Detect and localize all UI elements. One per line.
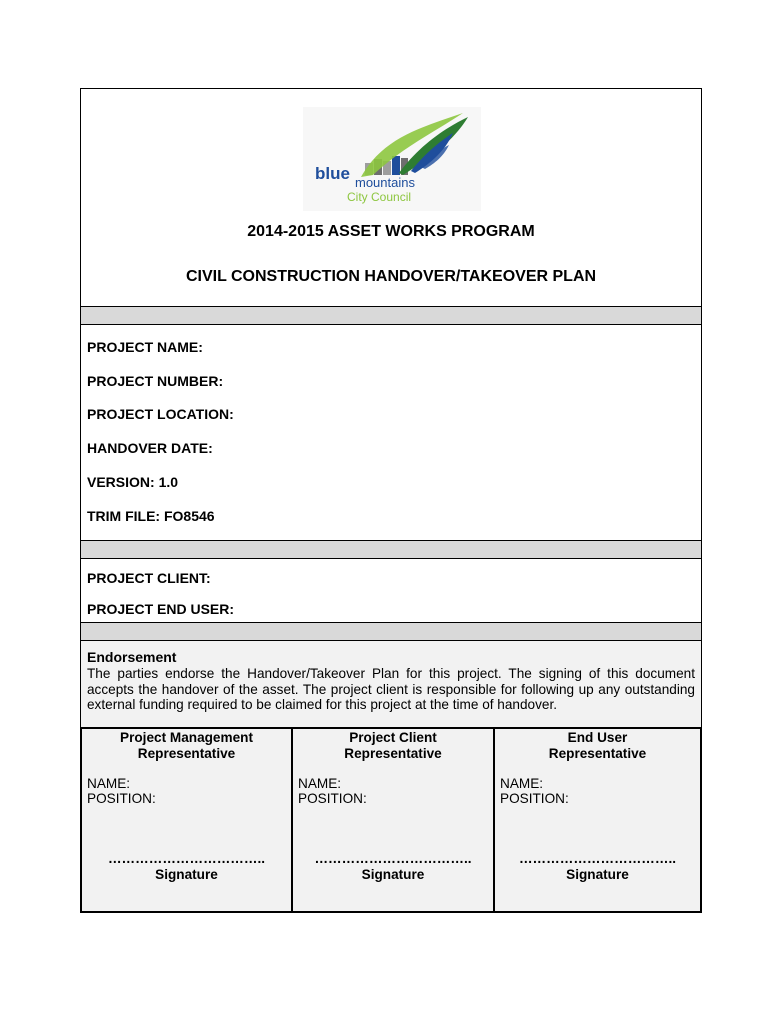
signature-column-header bbox=[82, 730, 291, 761]
signature-column-end-user bbox=[493, 729, 700, 911]
project-location-label: PROJECT LOCATION: bbox=[87, 406, 234, 422]
endorsement-section bbox=[81, 641, 701, 729]
position-label: POSITION: bbox=[298, 791, 367, 806]
header-line-1: End User bbox=[567, 730, 628, 745]
blue-mountains-logo bbox=[303, 107, 481, 211]
name-label: NAME: bbox=[500, 776, 544, 791]
signature-column-header bbox=[293, 730, 493, 761]
endorsement-title: Endorsement bbox=[87, 649, 177, 665]
section-divider bbox=[81, 307, 701, 325]
signature-table bbox=[80, 727, 702, 913]
signature-line: …………………………….. bbox=[518, 851, 677, 866]
name-label: NAME: bbox=[87, 776, 131, 791]
header-line-1: Project Management bbox=[120, 730, 253, 745]
signature-column-project-management bbox=[82, 729, 291, 911]
logo-text-blue: blue bbox=[315, 164, 350, 183]
position-label: POSITION: bbox=[87, 791, 156, 806]
signature-label: Signature bbox=[566, 867, 629, 882]
signature-column-project-client bbox=[291, 729, 493, 911]
project-end-user-label: PROJECT END USER: bbox=[87, 601, 235, 617]
signature-label: Signature bbox=[361, 867, 425, 882]
version-label: VERSION: 1.0 bbox=[87, 474, 179, 490]
handover-document bbox=[80, 88, 702, 729]
name-label: NAME: bbox=[298, 776, 342, 791]
header-line-2: Representative bbox=[137, 745, 236, 761]
plan-title: CIVIL CONSTRUCTION HANDOVER/TAKEOVER PLAN bbox=[185, 268, 597, 285]
position-label: POSITION: bbox=[500, 791, 569, 806]
project-client-label: PROJECT CLIENT: bbox=[87, 570, 211, 586]
header-line-1: Project Client bbox=[349, 730, 437, 745]
client-details bbox=[81, 559, 701, 623]
project-details bbox=[81, 325, 701, 541]
handover-date-label: HANDOVER DATE: bbox=[87, 440, 213, 456]
header-line-2: Representative bbox=[344, 745, 442, 761]
section-divider bbox=[81, 623, 701, 641]
program-title: 2014-2015 ASSET WORKS PROGRAM bbox=[247, 223, 535, 240]
document-header bbox=[81, 89, 701, 307]
signature-label: Signature bbox=[155, 867, 218, 882]
signature-line: …………………………….. bbox=[314, 851, 472, 866]
endorsement-text: The parties endorse the Handover/Takeover Plan for this project. The signing of this document accepts the handover of the asset. The project client is responsible for following up any outstanding external funding required to be claimed for this project at the time of handover. bbox=[87, 666, 695, 712]
signature-column-header bbox=[495, 730, 700, 761]
signature-line: …………………………….. bbox=[107, 851, 266, 866]
project-name-label: PROJECT NAME: bbox=[87, 339, 203, 355]
section-divider bbox=[81, 541, 701, 559]
header-line-2: Representative bbox=[548, 745, 647, 761]
project-number-label: PROJECT NUMBER: bbox=[87, 373, 224, 389]
logo-text-council: City Council bbox=[347, 190, 412, 204]
trim-file-label: TRIM FILE: FO8546 bbox=[87, 508, 215, 524]
logo-text-mountains: mountains bbox=[355, 175, 415, 190]
